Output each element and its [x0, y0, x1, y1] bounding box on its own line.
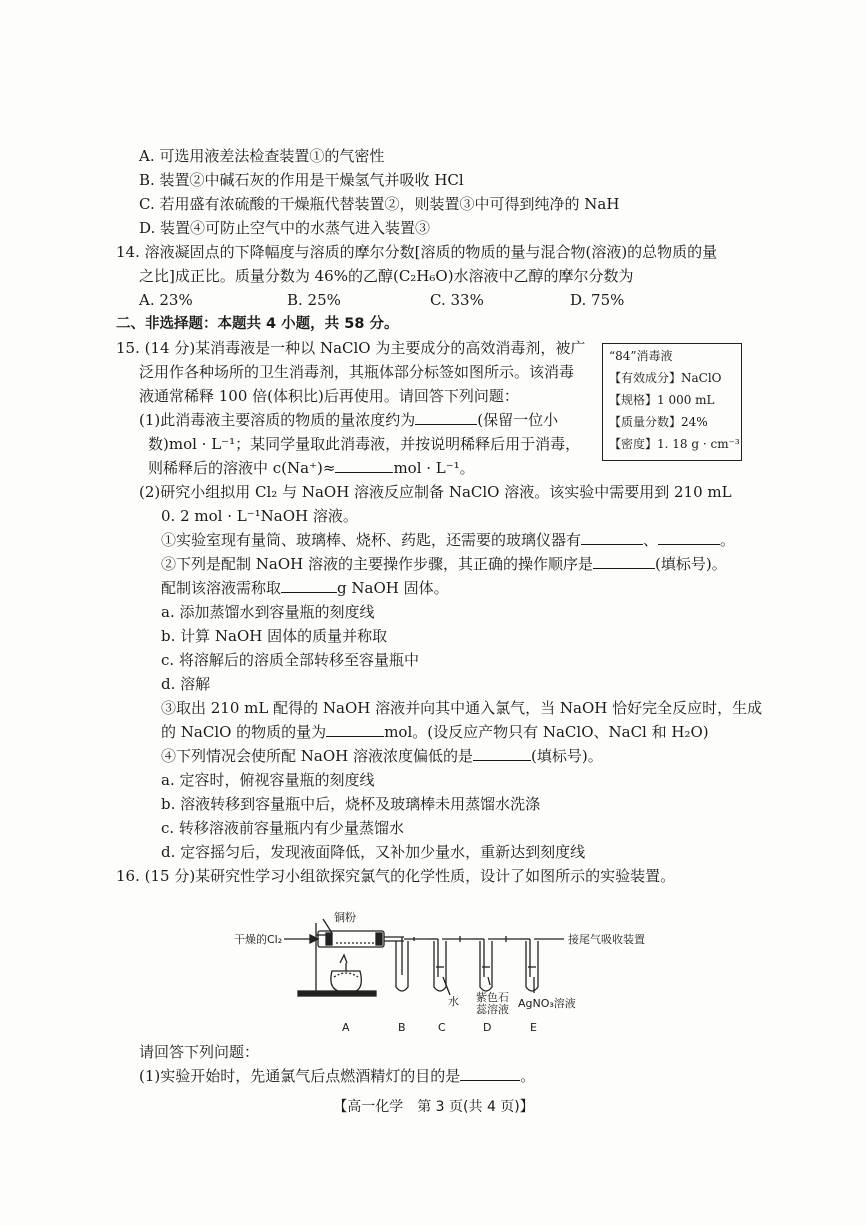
q15-sub3-text2: mol。(设反应产物只有 NaClO、NaCl 和 H₂O) [384, 723, 709, 741]
q15-case-d: d. 定容摇匀后，发现液面降低，又补加少量水，重新达到刻度线 [161, 843, 586, 861]
q15-sub1-text: ①实验室现有量筒、玻璃棒、烧杯、药匙，还需要的玻璃仪器有 [161, 531, 582, 549]
agno3-label: AgNO₃溶液 [518, 997, 576, 1010]
q15-part1-text4: mol · L⁻¹。 [393, 459, 475, 477]
letter-e: E [530, 1021, 537, 1034]
label-density: 【密度】1. 18 g · cm⁻³ [609, 437, 740, 451]
q15-part2-line2: 0. 2 mol · L⁻¹NaOH 溶液。 [161, 507, 358, 525]
q16-part1-end: 。 [520, 1067, 536, 1085]
answer-blank[interactable] [326, 722, 384, 737]
q15-sub2-text2: (填标号)。 [655, 555, 727, 573]
q15-sub1-end: 。 [720, 531, 736, 549]
q15-step-d: d. 溶解 [161, 675, 211, 693]
answer-blank[interactable] [593, 554, 655, 569]
label-mass-fraction: 【质量分数】24% [609, 415, 708, 429]
q15-sub4 [161, 746, 603, 766]
q13-option-a: A. 可选用液差法检查装置①的气密性 [139, 147, 385, 165]
q13-option-d: D. 装置④可防止空气中的水蒸气进入装置③ [139, 219, 431, 237]
answer-blank[interactable] [335, 458, 393, 473]
q15-sub3-line1: ③取出 210 mL 配得的 NaOH 溶液并向其中通入氯气，当 NaOH 恰好完全反应时，生成 [161, 699, 763, 717]
q15-sub2-text: ②下列是配制 NaOH 溶液的主要操作步骤，其正确的操作顺序是 [161, 555, 593, 573]
q16-part1-text: (1)实验开始时，先通氯气后点燃酒精灯的目的是 [139, 1067, 461, 1085]
q15-part1-line3 [148, 458, 475, 478]
q14-option-d: D. 75% [570, 291, 625, 309]
q15-part1-text3: 则稀释后的溶液中 c(Na⁺)≈ [148, 459, 336, 477]
q15-step-a: a. 添加蒸馏水到容量瓶的刻度线 [161, 603, 375, 621]
answer-blank[interactable] [460, 1066, 520, 1081]
q15-part1-text2: (保留一位小 [477, 411, 559, 429]
q14-option-a: A. 23% [139, 291, 193, 309]
answer-blank[interactable] [415, 410, 477, 425]
letter-d: D [483, 1021, 492, 1034]
label-volume: 【规格】1 000 mL [609, 393, 715, 407]
section-heading: 二、非选择题：本题共 4 小题，共 58 分。 [116, 316, 399, 332]
q15-part1-text: (1)此消毒液主要溶质的物质的量浓度约为 [139, 411, 416, 429]
q16-ask: 请回答下列问题： [139, 1043, 260, 1061]
q15-part1-line1 [139, 410, 558, 430]
page-footer: 【高一化学 第 3 页(共 4 页)】 [333, 1099, 534, 1115]
q15-part1-line2: 数)mol · L⁻¹；某同学量取此消毒液，并按说明稀释后用于消毒， [148, 435, 581, 453]
experiment-apparatus-figure [228, 905, 688, 1035]
q15-sub2-text3: 配制该溶液需称取 [161, 579, 282, 597]
q15-sub3-text: 的 NaClO 的物质的量为 [161, 723, 327, 741]
water-label: 水 [448, 995, 459, 1008]
q15-step-b: b. 计算 NaOH 固体的质量并称取 [161, 627, 388, 645]
q14-option-c: C. 33% [430, 291, 484, 309]
inlet-label: 干燥的Cl₂ [234, 933, 283, 946]
q16-part1 [139, 1066, 535, 1086]
letter-b: B [398, 1021, 406, 1034]
answer-blank[interactable] [658, 530, 720, 545]
q15-step-c: c. 将溶解后的溶质全部转移至容量瓶中 [161, 651, 419, 669]
q13-option-b: B. 装置②中碱石灰的作用是干燥氢气并吸收 HCl [139, 171, 464, 189]
q15-intro-line2: 泛用作各种场所的卫生消毒剂，其瓶体部分标签如图所示。该消毒 [139, 363, 575, 381]
outlet-label: 接尾气吸收装置 [568, 933, 645, 946]
answer-blank[interactable] [281, 578, 337, 593]
q15-part2-line1: (2)研究小组拟用 Cl₂ 与 NaOH 溶液反应制备 NaClO 溶液。该实验中需要用到 210 mL [139, 483, 732, 501]
q15-case-b: b. 溶液转移到容量瓶中后，烧杯及玻璃棒未用蒸馏水洗涤 [161, 795, 541, 813]
q15-sub2-line1 [161, 554, 727, 574]
q15-intro-line3: 液通常稀释 100 倍(体积比)后再使用。请回答下列问题： [139, 387, 519, 405]
q15-sub2-line2 [161, 578, 449, 598]
letter-c: C [438, 1021, 446, 1034]
copper-label: 铜粉 [334, 911, 356, 924]
disinfectant-label [602, 343, 742, 461]
q15-sub2-text4: g NaOH 固体。 [337, 579, 449, 597]
q15-sub3-line2 [161, 722, 709, 742]
q15-case-c: c. 转移溶液前容量瓶内有少量蒸馏水 [161, 819, 404, 837]
litmus-label-line1: 紫色石 [476, 991, 509, 1004]
answer-blank[interactable] [581, 530, 643, 545]
q15-intro-line1: 15. (14 分)某消毒液是一种以 NaClO 为主要成分的高效消毒剂，被广 [116, 339, 586, 357]
answer-blank[interactable] [473, 746, 531, 761]
q15-sub1-sep: 、 [643, 531, 659, 549]
q15-sub4-text2: (填标号)。 [530, 747, 603, 765]
litmus-label-line2: 蕊溶液 [476, 1003, 509, 1016]
q15-sub4-text: ④下列情况会使所配 NaOH 溶液浓度偏低的是 [161, 747, 473, 765]
q13-option-c: C. 若用盛有浓硫酸的干燥瓶代替装置②，则装置③中可得到纯净的 NaH [139, 195, 620, 213]
label-title: “84”消毒液 [609, 349, 673, 363]
label-ingredient: 【有效成分】NaClO [609, 371, 722, 385]
q14-option-b: B. 25% [287, 291, 341, 309]
q15-sub1 [161, 530, 735, 550]
q14-stem-line1: 14. 溶液凝固点的下降幅度与溶质的摩尔分数[溶质的物质的量与混合物(溶液)的总物质的量 [116, 243, 718, 261]
q14-stem-line2: 之比]成正比。质量分数为 46%的乙醇(C₂H₆O)水溶液中乙醇的摩尔分数为 [139, 267, 634, 285]
letter-a: A [342, 1021, 350, 1034]
q16-intro: 16. (15 分)某研究性学习小组欲探究氯气的化学性质，设计了如图所示的实验装置。 [116, 867, 676, 885]
q15-case-a: a. 定容时，俯视容量瓶的刻度线 [161, 771, 375, 789]
